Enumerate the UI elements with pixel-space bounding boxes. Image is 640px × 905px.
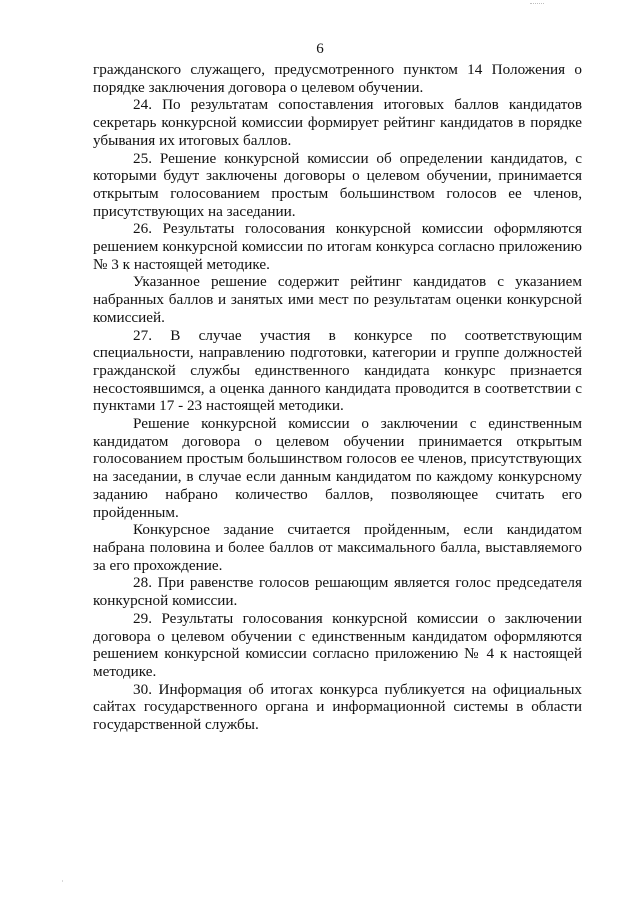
paragraph-27-decision: Решение конкурсной комиссии о заключении с единственным кандидатом договора о целевом обучении принимается открытым голосованием простым большинством голосов ее членов, присутствующих на заседании, в случае если данным кандидатом по каждому конкурсному заданию набрано количество баллов, позволяющее считать его пройденным.: [93, 415, 582, 521]
paragraph-26-rating: Указанное решение содержит рейтинг кандидатов с указанием набранных баллов и занятых ими мест по результатам оценки конкурсной комиссией.: [93, 273, 582, 326]
document-body: [93, 61, 582, 734]
paragraph-27-passed-task: Конкурсное задание считается пройденным, если кандидатом набрана половина и более баллов от максимального балла, выставляемого за его прохождение.: [93, 521, 582, 574]
paragraph-28: 28. При равенстве голосов решающим является голос председателя конкурсной комиссии.: [93, 574, 582, 610]
paragraph-25: 25. Решение конкурсной комиссии об определении кандидатов, с которыми будут заключены договоры о целевом обучении, принимается открытым голосованием простым большинством голосов ее членов, присутствующих на заседании.: [93, 149, 582, 220]
paragraph-30: 30. Информация об итогах конкурса публикуется на официальных сайтах государственного органа и информационной системы в области государственной службы.: [93, 680, 582, 734]
scan-artifact: [530, 0, 544, 4]
scan-artifact-dot: [62, 880, 63, 882]
paragraph-continuation: гражданского служащего, предусмотренного пунктом 14 Положения о порядке заключения договора о целевом обучении.: [93, 61, 582, 96]
paragraph-24: 24. По результатам сопоставления итоговых баллов кандидатов секретарь конкурсной комиссии формирует рейтинг кандидатов в порядке убывания их итоговых баллов.: [93, 96, 582, 149]
page-number: 6: [316, 41, 324, 57]
paragraph-29: 29. Результаты голосования конкурсной комиссии о заключении договора о целевом обучении с единственным кандидатом оформляются решением конкурсной комиссии согласно приложению № 4 к настоящей методике.: [93, 609, 582, 680]
paragraph-27: 27. В случае участия в конкурсе по соответствующим специальности, направлению подготовки, категории и группе должностей гражданской службы единственного кандидата конкурс признается несостоявшимся, а оценка данного кандидата проводится в соответствии с пунктами 17 - 23 настоящей методики.: [93, 326, 582, 415]
paragraph-26: 26. Результаты голосования конкурсной комиссии оформляются решением конкурсной комиссии по итогам конкурса согласно приложению № 3 к настоящей методике.: [93, 220, 582, 273]
